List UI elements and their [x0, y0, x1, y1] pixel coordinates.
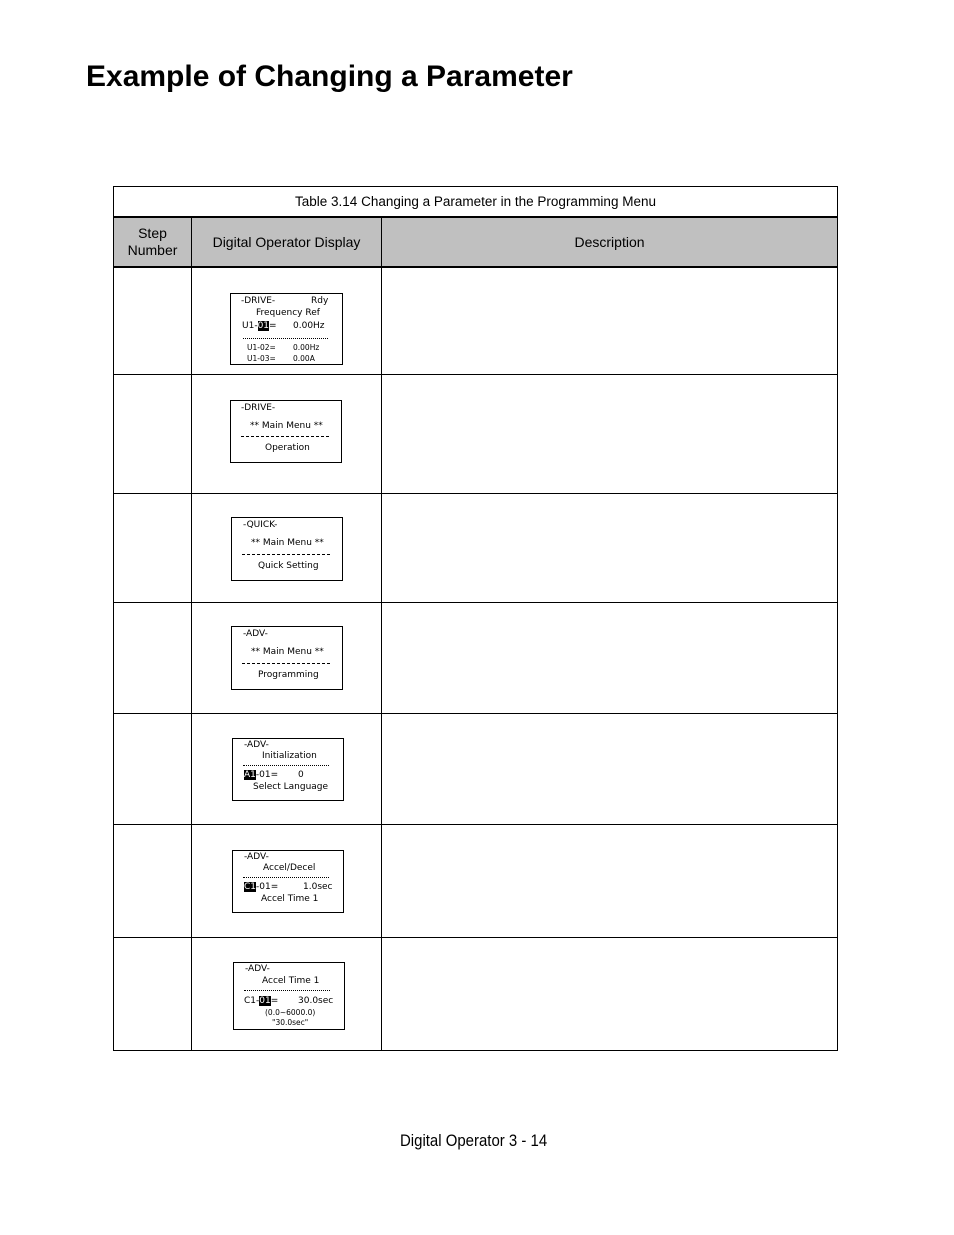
- display-cell: [192, 267, 382, 374]
- lcd-display: [233, 962, 345, 1030]
- lcd-line4: Accel Time 1: [261, 893, 319, 904]
- table-row: [114, 713, 838, 824]
- display-cell: [192, 602, 382, 713]
- description-cell: [382, 713, 838, 824]
- lcd-divider: [241, 436, 329, 437]
- lcd-line3: Programming: [258, 669, 319, 680]
- display-cell: [192, 493, 382, 602]
- step-number-cell: [114, 937, 192, 1050]
- header-digital-operator-display: Digital Operator Display: [192, 217, 382, 267]
- table-row: [114, 824, 838, 937]
- lcd-line3-value: 0.00Hz: [293, 321, 325, 331]
- lcd-line3: Operation: [265, 442, 310, 453]
- lcd-line2: Accel/Decel: [263, 862, 316, 873]
- step-number-cell: [114, 602, 192, 713]
- lcd-line3: U1-01=: [242, 321, 277, 331]
- step-number-cell: [114, 267, 192, 374]
- lcd-line5: U1-03=: [247, 354, 276, 363]
- parameter-table: [113, 186, 838, 1051]
- step-number-cell: [114, 374, 192, 493]
- lcd-line3: C1-01=: [244, 881, 279, 892]
- lcd-default: "30.0sec": [272, 1017, 309, 1027]
- lcd-line3-value: 1.0sec: [303, 881, 333, 892]
- lcd-line2: Frequency Ref: [256, 308, 320, 318]
- header-description: Description: [382, 217, 838, 267]
- step-number-cell: [114, 493, 192, 602]
- page-footer: Digital Operator 3 - 14: [400, 1131, 548, 1150]
- lcd-mode: -ADV-: [244, 851, 269, 862]
- lcd-display: [231, 517, 343, 581]
- table-row: [114, 267, 838, 374]
- display-cell: [192, 824, 382, 937]
- lcd-divider: [244, 990, 330, 991]
- description-cell: [382, 937, 838, 1050]
- lcd-display: [232, 850, 344, 913]
- lcd-status: Rdy: [311, 296, 329, 306]
- lcd-line5-value: 0.00A: [293, 354, 315, 363]
- description-cell: [382, 824, 838, 937]
- lcd-range: (0.0~6000.0): [265, 1007, 316, 1017]
- lcd-mode: -ADV-: [243, 628, 268, 639]
- lcd-mode: -QUICK-: [243, 519, 278, 530]
- lcd-display: [232, 738, 344, 801]
- lcd-cursor: C1: [244, 881, 257, 892]
- lcd-line2: ** Main Menu **: [250, 420, 323, 431]
- lcd-mode: -DRIVE-: [241, 296, 276, 306]
- description-cell: [382, 493, 838, 602]
- step-number-cell: [114, 824, 192, 937]
- lcd-line4: U1-02=: [247, 343, 276, 352]
- lcd-display: [230, 400, 342, 463]
- description-cell: [382, 374, 838, 493]
- lcd-cursor: 01: [259, 995, 271, 1006]
- lcd-line2: Accel Time 1: [262, 975, 320, 986]
- lcd-divider: [243, 338, 328, 339]
- lcd-line2: Initialization: [262, 750, 317, 761]
- lcd-display: [230, 293, 343, 365]
- display-cell: [192, 713, 382, 824]
- lcd-display: [231, 626, 343, 690]
- table-row: [114, 493, 838, 602]
- display-cell: [192, 374, 382, 493]
- lcd-divider: [243, 877, 329, 878]
- step-number-cell: [114, 713, 192, 824]
- lcd-mode: -ADV-: [244, 739, 269, 750]
- lcd-line4-value: 0.00Hz: [293, 343, 320, 352]
- description-cell: [382, 602, 838, 713]
- lcd-line3-value: 30.0sec: [298, 995, 334, 1006]
- lcd-line4: Select Language: [253, 781, 329, 792]
- lcd-mode: -DRIVE-: [241, 402, 276, 413]
- table-caption: Table 3.14 Changing a Parameter in the Programming Menu: [114, 187, 838, 218]
- description-cell: [382, 267, 838, 374]
- header-step-number: Step Number: [114, 217, 192, 267]
- table-row: [114, 602, 838, 713]
- page-title: Example of Changing a Parameter: [86, 60, 573, 93]
- display-cell: [192, 937, 382, 1050]
- lcd-divider: [242, 554, 330, 555]
- table-row: [114, 374, 838, 493]
- lcd-cursor: A1: [244, 769, 256, 780]
- lcd-line3: C1-01=: [244, 995, 279, 1006]
- lcd-line2: ** Main Menu **: [251, 646, 324, 657]
- lcd-cursor: 01: [257, 321, 270, 331]
- lcd-line2: ** Main Menu **: [251, 537, 324, 548]
- lcd-divider: [242, 663, 330, 664]
- lcd-mode: -ADV-: [245, 963, 270, 974]
- table-row: [114, 937, 838, 1050]
- lcd-divider: [243, 765, 329, 766]
- lcd-line3: Quick Setting: [258, 560, 319, 571]
- lcd-line3: A1-01=: [244, 769, 279, 780]
- lcd-line3-value: 0: [298, 769, 304, 780]
